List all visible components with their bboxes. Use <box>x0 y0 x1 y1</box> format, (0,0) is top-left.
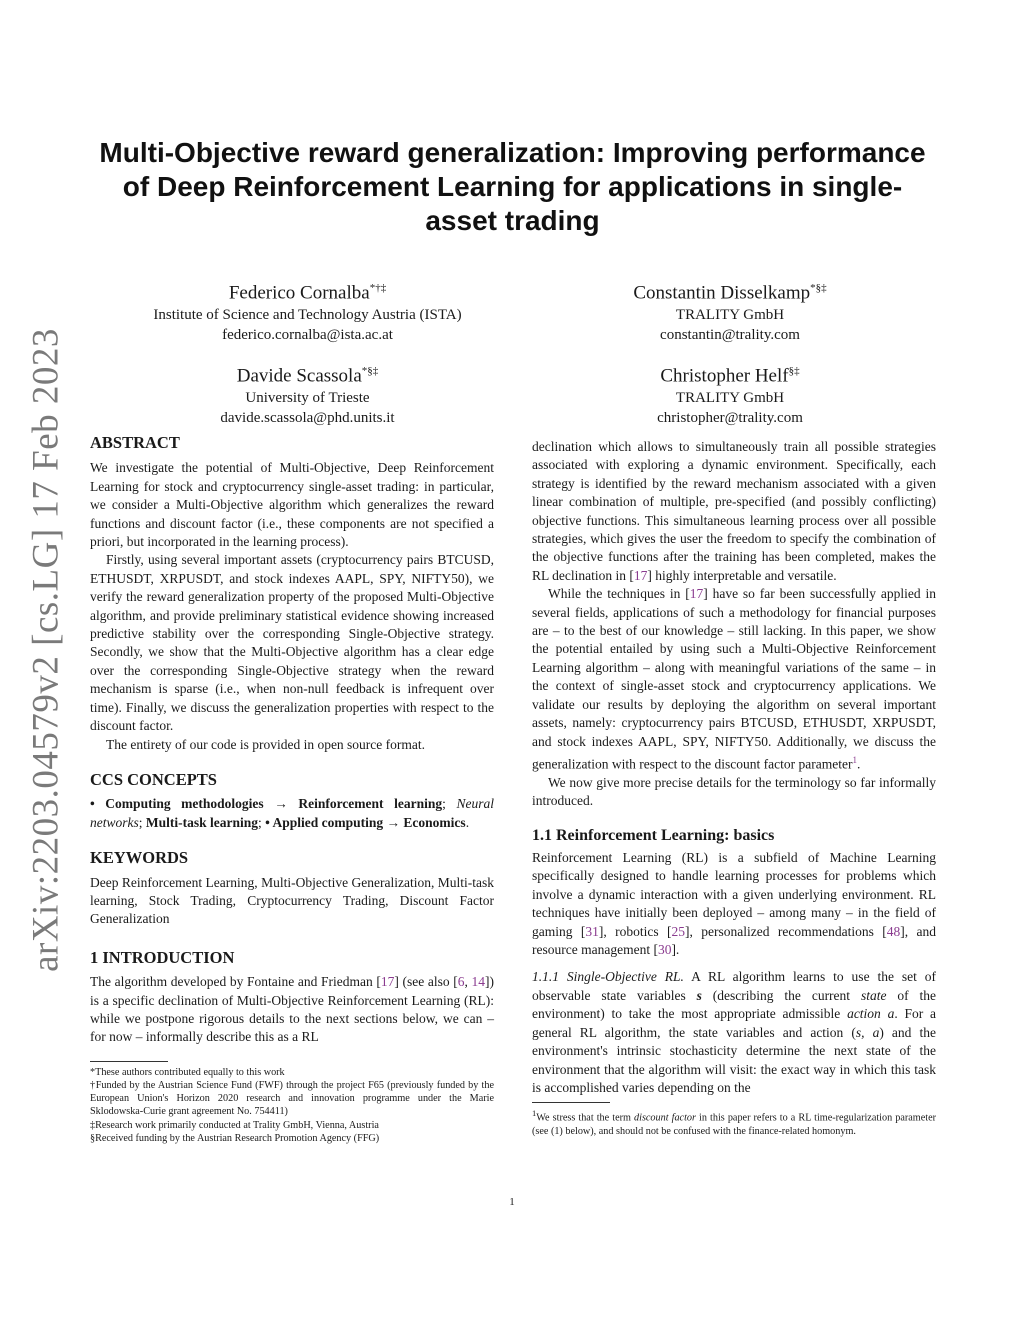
citation-link[interactable]: 6 <box>457 974 465 990</box>
left-column <box>90 434 494 1145</box>
author-email: christopher@trality.com <box>657 410 803 427</box>
ccs-sep: ; <box>138 814 146 830</box>
abstract-paragraph: The entirety of our code is provided in open source format. <box>106 736 426 752</box>
footnote-mark: 1 <box>532 1108 537 1119</box>
citation-link[interactable]: 17 <box>689 586 704 602</box>
text-run: Reinforcement Learning (RL) is a subfield of Machine Learning specifically designed to handle learning processes for problems which involve a dynamic interaction with a given underlying environment. RL techniques have initially been deployed – among many – in the field of gaming [ <box>532 850 936 939</box>
body-paragraph: We now give more precise details for the terminology so far informally introduced. <box>532 774 936 809</box>
footnote-link[interactable]: 1 <box>852 754 857 765</box>
citation-link[interactable]: 25 <box>671 923 686 939</box>
author-email: davide.scassola@phd.units.it <box>220 410 395 427</box>
text-run: ]) is a specific declination of Multi-Objective Reinforcement Learning (RL): while we postpone rigorous details to the next sections below, we can – for now – informally describe this as a RL <box>90 974 494 1045</box>
footnote: §Received funding by the Austrian Research Promotion Agency (FFG) <box>90 1132 380 1144</box>
body-paragraph <box>532 968 936 1097</box>
author-email: federico.cornalba@ista.ac.at <box>222 327 393 344</box>
citation-link[interactable]: 14 <box>471 974 485 990</box>
text-run: ], robotics [ <box>598 923 672 939</box>
arxiv-sidebar <box>22 328 70 972</box>
citation-link[interactable]: 48 <box>886 923 901 939</box>
section-heading: 1.1 Reinforcement Learning: basics <box>532 826 775 844</box>
author-marks: *§‡ <box>361 365 379 377</box>
arxiv-id: arXiv:2203.04579v2 [cs.LG] 17 Feb 2023 <box>25 328 67 972</box>
ccs-sep: ; <box>258 814 266 830</box>
author-affiliation: Institute of Science and Technology Austria (ISTA) <box>153 307 462 324</box>
text-run: ], personalized recommendations [ <box>685 923 887 939</box>
body-paragraph <box>532 438 936 585</box>
citation-link[interactable]: 17 <box>380 974 395 990</box>
footnote-divider <box>532 1102 610 1103</box>
author-email: constantin@trality.com <box>660 327 800 344</box>
text-run: , <box>464 974 472 990</box>
abstract-paragraph: We investigate the potential of Multi-Objective, Deep Reinforcement Learning for stock and cryptocurrency single-asset trading: in particular, we consider a Multi-Objective algorithm which generalizes the reward functions and discount factor (i.e., these components are not specified a priori, but incorporated in the learning process). <box>90 460 494 550</box>
text-run: ], and resource management [ <box>532 923 936 958</box>
intro-heading: 1 INTRODUCTION <box>90 947 235 967</box>
ccs-sep: ; <box>442 796 457 812</box>
ccs-term: • Computing methodologies → Reinforcement learning <box>90 796 443 812</box>
author-name: Christopher Helf <box>660 365 789 387</box>
text-run: The algorithm developed by Fontaine and Friedman [ <box>90 974 381 990</box>
right-column <box>532 438 936 1138</box>
author-affiliation: University of Trieste <box>245 390 370 407</box>
text-run: of the environment) to take the most appropriate admissible <box>532 987 936 1022</box>
footnote: ‡Research work primarily conducted at Trality GmbH, Vienna, Austria <box>90 1119 379 1131</box>
text-run: While the techniques in [ <box>548 586 690 602</box>
text-run: . For a general RL algorithm, the state variables and action ( <box>532 1006 936 1040</box>
footnote-divider <box>90 1061 168 1062</box>
text-run: A RL algorithm learns to use the set of observable state variables <box>532 969 937 1003</box>
abstract-paragraph: Firstly, using several important assets (cryptocurrency pairs BTCUSD, ETHUSDT, XRPUSDT, and stock indexes AAPL, SPY, NIFTY50), we verify the reward generalization property of the proposed Multi-Objective algorithm, and provide preliminary statistical evidence showing increased predictive stability over the corresponding Single-Objective strategy. Secondly, we show that the Multi-Objective algorithm has a clear edge over the corresponding Single-Objective strategy when the reward mechanism is sparse (i.e., when non-null feedback is infrequent over time). Finally, we discuss the generalization properties with respect to the discount factor. <box>90 552 494 734</box>
ccs-term: Multi-task learning <box>145 814 259 830</box>
text-run: ] highly interpretable and versatile. <box>647 567 837 583</box>
page-number: 1 <box>509 1196 515 1208</box>
ccs-term: Neural networks <box>90 796 494 830</box>
text-run: in this paper refers to a RL time-regularization parameter (see (1) below), and should not be confused with the finance-related homonym. <box>532 1112 937 1137</box>
ccs-heading: CCS CONCEPTS <box>90 769 217 789</box>
author-block <box>180 359 435 428</box>
intro-paragraph <box>90 973 494 1047</box>
text-run: (describing the current <box>701 987 861 1003</box>
body-paragraph <box>532 585 936 774</box>
author-name: Federico Cornalba <box>228 282 370 304</box>
emphasis: state <box>860 987 887 1003</box>
author-affiliation: TRALITY GmbH <box>675 307 785 324</box>
abstract-heading: ABSTRACT <box>90 433 180 452</box>
author-name: Constantin Disselkamp <box>633 282 811 304</box>
subsection-heading: 1.1.1 Single-Objective RL. <box>532 969 684 985</box>
emphasis: discount factor <box>634 1112 696 1124</box>
keywords-heading: KEYWORDS <box>90 848 189 868</box>
author-marks: *†‡ <box>369 282 387 294</box>
paper-title: Multi-Objective reward generalization: Improving performance of Deep Reinforcement Learning for applications in single-asset trading <box>99 137 926 236</box>
author-name: Davide Scassola <box>236 365 362 387</box>
text-run: . <box>857 756 861 772</box>
author-marks: *§‡ <box>810 282 827 294</box>
text-run: ) and the environment's intrinsic stochasticity determine the next state of the environment that the algorithm will visit: the exact way in which this task is accomplished varies depending on the <box>532 1024 936 1095</box>
ccs-term: • Applied computing → Economics <box>265 814 466 830</box>
footnote: *These authors contributed equally to this work <box>90 1066 285 1078</box>
footnote: †Funded by the Austrian Science Fund (FWF) through the project F65 (previously funded by the European Union's Horizon 2020 research and innovation programme under the Marie Sklodowska-Curie grant agreement No. 754411) <box>90 1079 494 1118</box>
math-symbol: s, a <box>855 1024 880 1040</box>
emphasis: action a <box>847 1006 895 1022</box>
text-run: ] (see also [ <box>394 974 458 990</box>
math-symbol: s <box>696 987 702 1003</box>
text-run: ]. <box>671 942 680 958</box>
ccs-sep: . <box>465 814 470 830</box>
keywords-text: Deep Reinforcement Learning, Multi-Objective Generalization, Multi-task learning, Stock Trading, Cryptocurrency Trading, Discount Factor Generalization <box>90 874 494 927</box>
text-run: We stress that the term <box>536 1112 635 1124</box>
ccs-text <box>90 795 494 832</box>
author-affiliation: TRALITY GmbH <box>675 390 785 407</box>
author-block <box>580 276 880 345</box>
text-run: declination which allows to simultaneously train all possible strategies associated with exploring a dynamic environment. Specifically, each strategy is identified by the reward mechanism associated with a given linear combination of multiple, pre-specified (and possibly conflicting) objective functions. This simultaneous learning process over all possible strategies, which gives the user the freedom to specify the combination of the objective functions after the training has been completed, makes the RL declination in [ <box>532 439 936 583</box>
author-block <box>130 276 485 345</box>
citation-link[interactable]: 17 <box>633 567 648 583</box>
citation-link[interactable]: 30 <box>657 942 672 958</box>
text-run: ] have so far been successfully applied in several fields, applications of such a methodology for financial purposes are – to the best of our knowledge – still lacking. In this paper, we show the potential entailed by using such a Multi-Objective Reinforcement Learning algorithm – along with meaningful variations of the same – in the context of single-asset stock and cryptocurrency applications. We validate our results by deploying the algorithm on several important assets, namely: cryptocurrency pairs BTCUSD, ETHUSDT, XRPUSDT, and stock indexes AAPL, SPY, NIFTY50. Additionally, we discuss the generalization with respect to the discount factor parameter <box>532 586 936 772</box>
footnote <box>532 1107 936 1138</box>
citation-link[interactable]: 31 <box>585 923 599 939</box>
body-paragraph <box>532 849 936 959</box>
author-marks: §‡ <box>788 365 800 377</box>
author-block <box>600 359 860 428</box>
